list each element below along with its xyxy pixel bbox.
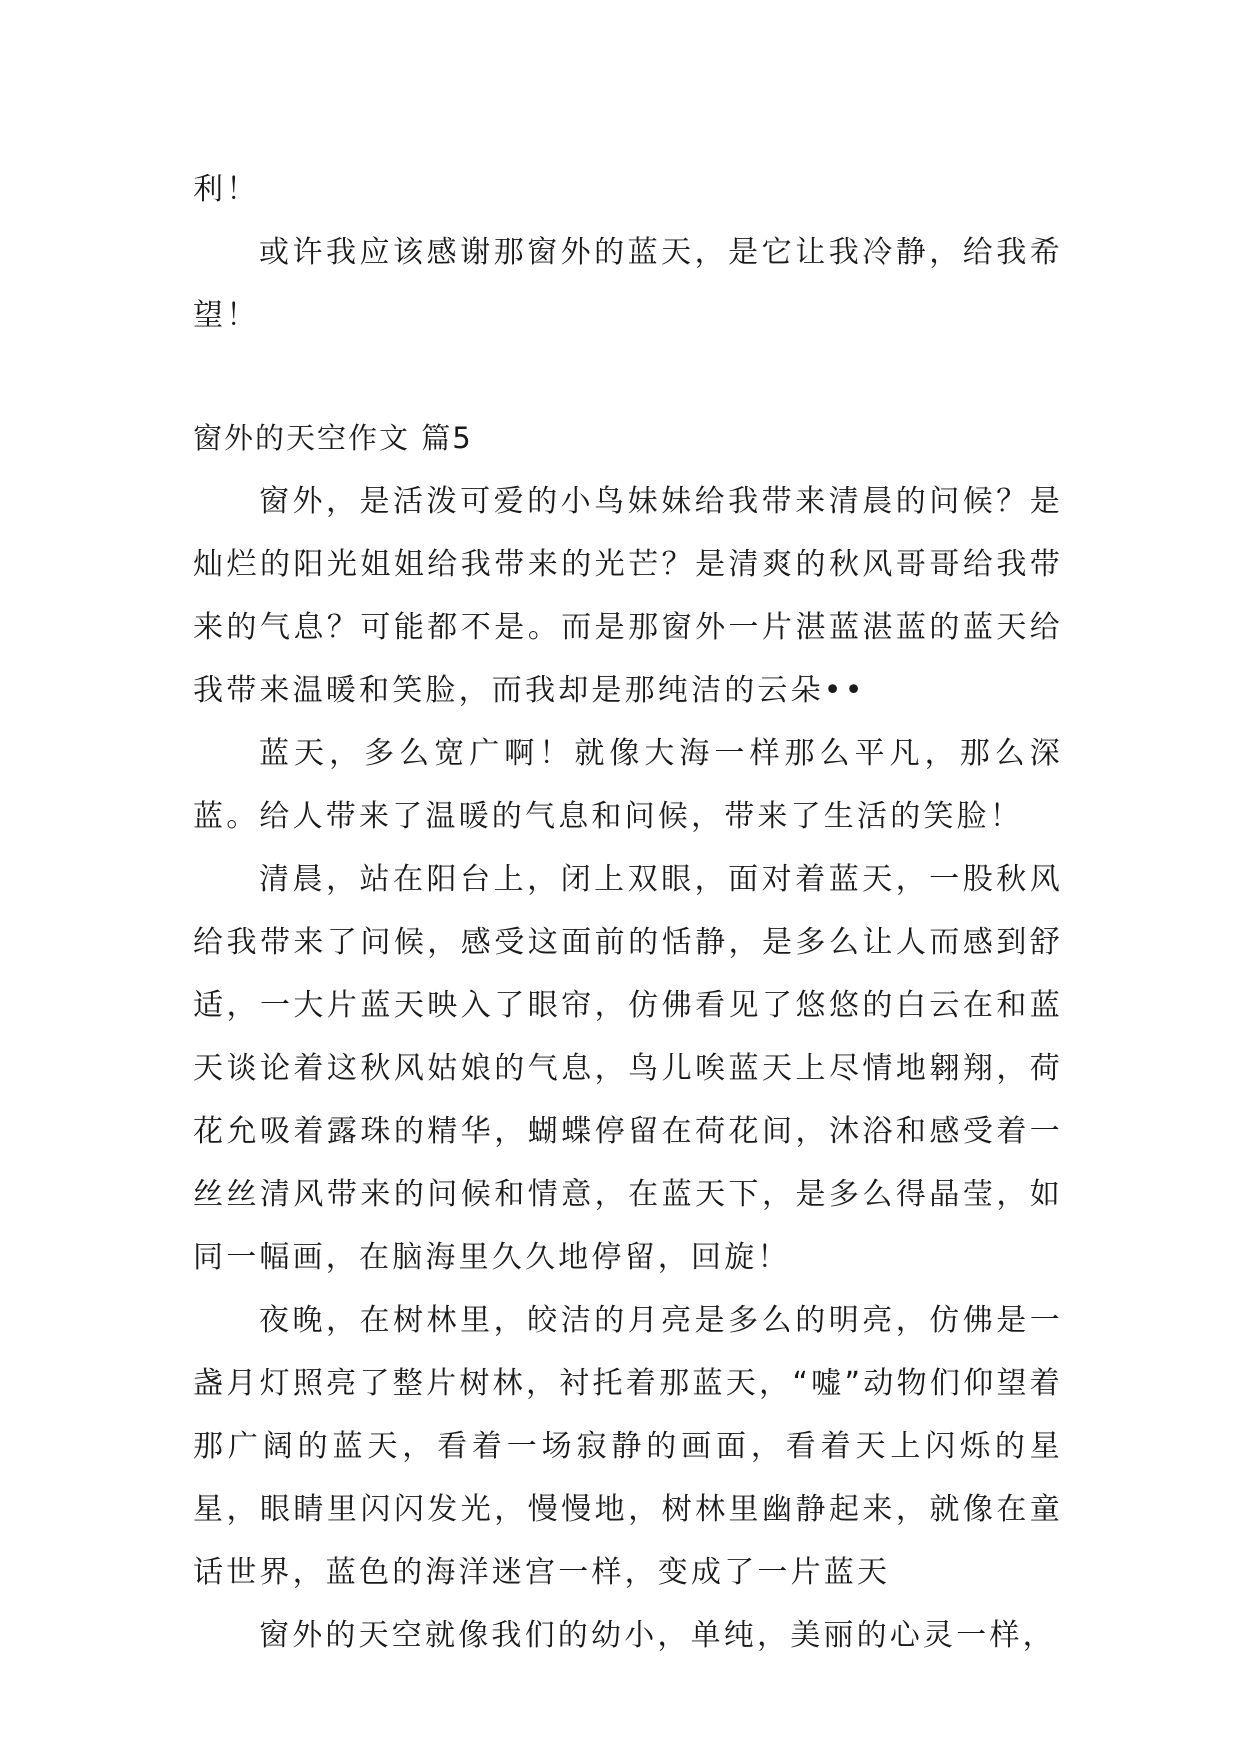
paragraph-1: 窗外，是活泼可爱的小鸟妹妹给我带来清晨的问候？是灿烂的阳光姐姐给我带来的光芒？是清爽的秋风哥哥给我带来的气息？可能都不是。而是那窗外一片湛蓝湛蓝的蓝天给我带来温暖和笑脸，而我却是那纯洁的云朵•• bbox=[193, 484, 1063, 708]
continuation-text: 利！ bbox=[193, 172, 260, 207]
paragraph-3: 清晨，站在阳台上，闭上双眼，面对着蓝天，一股秋风给我带来了问候，感受这面前的恬静，是多么让人而感到舒适，一大片蓝天映入了眼帘，仿佛看见了悠悠的白云在和蓝天谈论着这秋风姑娘的气息，鸟儿唉蓝天上尽情地翱翔，荷花允吸着露珠的精华，蝴蝶停留在荷花间，沐浴和感受着一丝丝清风带来的问候和情意，在蓝天下，是多么得晶莹，如同一幅画，在脑海里久久地停留，回旋！ bbox=[193, 862, 1063, 1275]
section-heading: 窗外的天空作文 篇5 bbox=[193, 421, 473, 455]
paragraph-5: 窗外的天空就像我们的幼小，单纯，美丽的心灵一样， bbox=[259, 1618, 1056, 1653]
document-body bbox=[193, 158, 1063, 1667]
section-gap bbox=[193, 347, 1063, 407]
paragraph-4: 夜晚，在树林里，皎洁的月亮是多么的明亮，仿佛是一盏月灯照亮了整片树林，衬托着那蓝天，“嘘”动物们仰望着那广阔的蓝天，看着一场寂静的画面，看着天上闪烁的星星，眼睛里闪闪发光，慢慢地，树林里幽静起来，就像在童话世界，蓝色的海洋迷宫一样，变成了一片蓝天 bbox=[193, 1303, 1063, 1590]
paragraph-2: 蓝天，多么宽广啊！就像大海一样那么平凡，那么深蓝。给人带来了温暖的气息和问候，带来了生活的笑脸！ bbox=[193, 736, 1063, 834]
closing-paragraph: 或许我应该感谢那窗外的蓝天，是它让我冷静，给我希望！ bbox=[193, 235, 1063, 333]
